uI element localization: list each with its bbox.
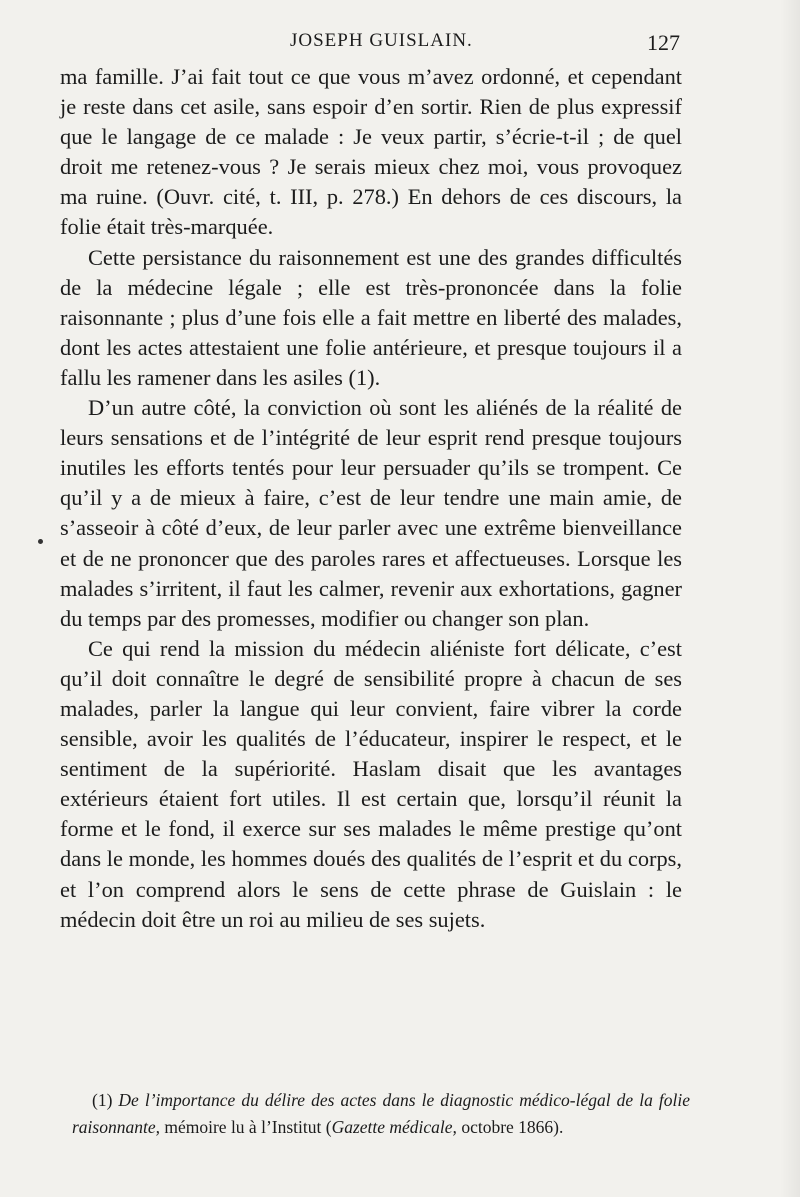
footnote-marker: (1) xyxy=(92,1090,113,1110)
running-head: JOSEPH GUISLAIN. xyxy=(290,30,473,51)
footnote-date: octobre 1866). xyxy=(456,1117,564,1137)
paragraph-continuation: ma famille. J’ai fait tout ce que vous m’avez ordonné, et cependant je reste dans cet asile, sans espoir d’en sortir. Rien de plus expressif que le langage de ce malade : Je veux partir, s’écrie-t-il ; de quel droit me retenez-vous ? Je serais mieux chez moi, vous provoquez ma ruine. (Ouvr. cité, t. III, p. 278.) En dehors de ces discours, la folie était très-marquée. xyxy=(60,64,682,240)
footnote-title: De l’importance du délire des actes dans le diagnostic médico-légal de la folie raisonnante, xyxy=(72,1090,690,1137)
body-text xyxy=(60,62,682,935)
page-edge-shadow xyxy=(780,0,800,1197)
scan-speck xyxy=(38,539,43,544)
page-header xyxy=(60,30,680,64)
paragraph: Cette persistance du raisonnement est une des grandes difficultés de la médecine légale ; elle est très-prononcée dans la folie raisonnante ; plus d’une fois elle a fait mettre en liberté des malades, dont les actes attestaient une folie antérieure, et presque toujours il a fallu les ramener dans les asiles (1). xyxy=(60,244,682,390)
paragraph: D’un autre côté, la conviction où sont les aliénés de la réalité de leurs sensations et de l’intégrité de leur esprit rend presque toujours inutiles les efforts tentés pour leur persuader qu’ils se trompent. Ce qu’il y a de mieux à faire, c’est de leur tendre une main amie, de s’asseoir à côté d’eux, de leur parler avec une extrême bienveillance et de ne prononcer que des paroles rares et affectueuses. Lorsque les malades s’irritent, il faut les calmer, revenir aux exhortations, gagner du temps par des promesses, modifier ou changer son plan. xyxy=(60,395,682,631)
footnote-journal: Gazette médicale, xyxy=(331,1117,457,1137)
footnote-text: mémoire lu à l’Institut ( xyxy=(160,1117,332,1137)
paragraph: Ce qui rend la mission du médecin aliéniste fort délicate, c’est qu’il doit connaître le degré de sensibilité propre à chacun de ses malades, parler la langue qui leur convient, faire vibrer la corde sensible, avoir les qualités de l’éducateur, inspirer le respect, et le sentiment de la supériorité. Haslam disait que les avantages extérieurs étaient fort utiles. Il est certain que, lorsqu’il réunit la forme et le fond, il exerce sur ses malades le même prestige qu’ont dans le monde, les hommes doués des qualités de l’esprit et du corps, et l’on comprend alors le sens de cette phrase de Guislain : le médecin doit être un roi au milieu de ses sujets. xyxy=(60,635,682,932)
page-number: 127 xyxy=(647,30,680,55)
footnote xyxy=(72,1087,690,1141)
